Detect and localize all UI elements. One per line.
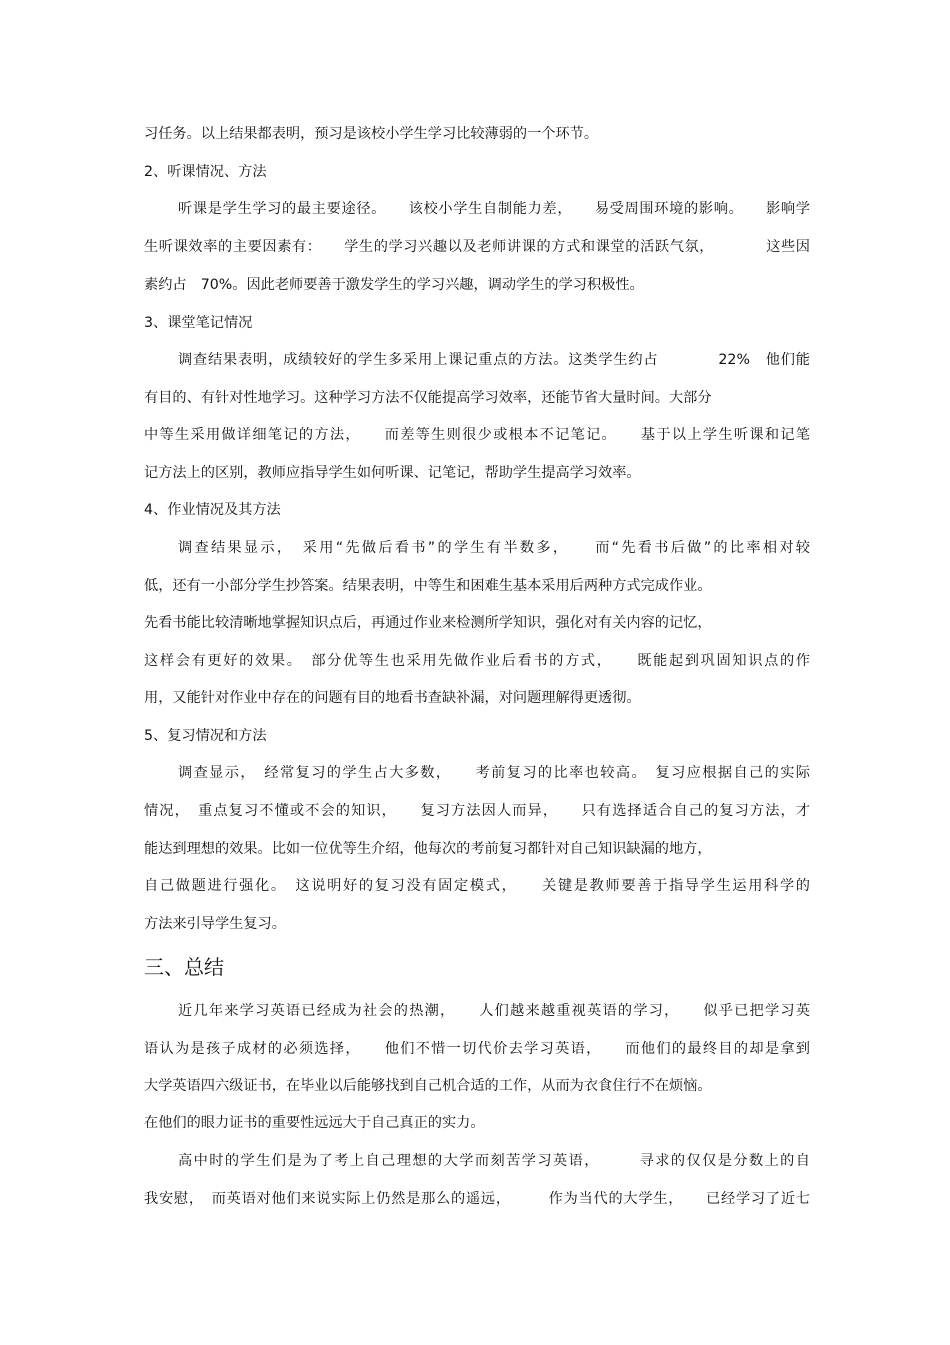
paragraph-line: 语认为是孩子成材的必须选择， 他们不惜一切代价去学习英语， 而他们的最终目的却是拿到 — [144, 1041, 810, 1057]
paragraph-line: 中等生采用做详细笔记的方法， 而差等生则很少或根本不记笔记。 基于以上学生听课和记笔 — [144, 427, 810, 443]
paragraph-line: 高中时的学生们是为了考上自己理想的大学而刻苦学习英语， 寻求的仅仅是分数上的自 — [178, 1153, 810, 1169]
paragraph-line: 近几年来学习英语已经成为社会的热潮， 人们越来越重视英语的学习， 似乎已把学习英 — [178, 1003, 810, 1019]
paragraph-line: 听课是学生学习的最主要途径。 该校小学生自制能力差， 易受周围环境的影响。 影响学 — [178, 201, 810, 217]
paragraph-line: 方法来引导学生复习。 — [144, 916, 286, 932]
section-heading-listening: 2、听课情况、方法 — [144, 164, 267, 180]
paragraph-line: 在他们的眼力证书的重要性远远大于自己真正的实力。 — [144, 1115, 485, 1131]
section-heading-notes: 3、课堂笔记情况 — [144, 315, 253, 331]
paragraph-line: 这样会有更好的效果。 部分优等生也采用先做作业后看书的方式， 既能起到巩固知识点的作 — [144, 653, 810, 669]
paragraph-line: 大学英语四六级证书，在毕业以后能够找到自己机合适的工作，从而为衣食住行不在烦恼。 — [144, 1078, 712, 1094]
paragraph-line: 生听课效率的主要因素有： 学生的学习兴趣以及老师讲课的方式和课堂的活跃气氛， 这些因 — [144, 239, 810, 255]
section-heading-review: 5、复习情况和方法 — [144, 728, 267, 744]
paragraph-line: 有目的、有针对性地学习。这种学习方法不仅能提高学习效率，还能节省大量时间。大部分 — [144, 390, 712, 406]
paragraph-line: 情况， 重点复习不懂或不会的知识， 复习方法因人而异， 只有选择适合自己的复习方法，才 — [144, 803, 810, 819]
section-title-summary: 三、总结 — [144, 955, 224, 979]
paragraph-line: 调查结果表明，成绩较好的学生多采用上课记重点的方法。这类学生约占 22% 他们能 — [178, 352, 810, 368]
paragraph-line: 先看书能比较清晰地掌握知识点后，再通过作业来检测所学知识，强化对有关内容的记忆， — [144, 615, 712, 631]
paragraph-line: 习任务。以上结果都表明，预习是该校小学生学习比较薄弱的一个环节。 — [144, 126, 599, 142]
paragraph-line: 能达到理想的效果。比如一位优等生介绍，他每次的考前复习都针对自己知识缺漏的地方， — [144, 841, 712, 857]
paragraph-line: 调查显示， 经常复习的学生占大多数， 考前复习的比率也较高。 复习应根据自己的实际 — [178, 765, 810, 781]
paragraph-line: 低，还有一小部分学生抄答案。结果表明，中等生和困难生基本采用后两种方式完成作业。 — [144, 578, 712, 594]
paragraph-line: 自己做题进行强化。 这说明好的复习没有固定模式， 关键是教师要善于指导学生运用科学的 — [144, 878, 810, 894]
paragraph-line: 记方法上的区别，教师应指导学生如何听课、记笔记，帮助学生提高学习效率。 — [144, 465, 641, 481]
paragraph-line: 我安慰， 而英语对他们来说实际上仍然是那么的遥远， 作为当代的大学生， 已经学习了近七 — [144, 1191, 810, 1207]
paragraph-line: 用，又能针对作业中存在的问题有目的地看书查缺补漏，对问题理解得更透彻。 — [144, 690, 641, 706]
paragraph-line: 调查结果显示， 采用“先做后看书”的学生有半数多， 而“先看书后做”的比率相对较 — [178, 540, 810, 556]
paragraph-line: 素约占 70%。因此老师要善于激发学生的学习兴趣，调动学生的学习积极性。 — [144, 277, 644, 293]
section-heading-homework: 4、作业情况及其方法 — [144, 502, 281, 518]
